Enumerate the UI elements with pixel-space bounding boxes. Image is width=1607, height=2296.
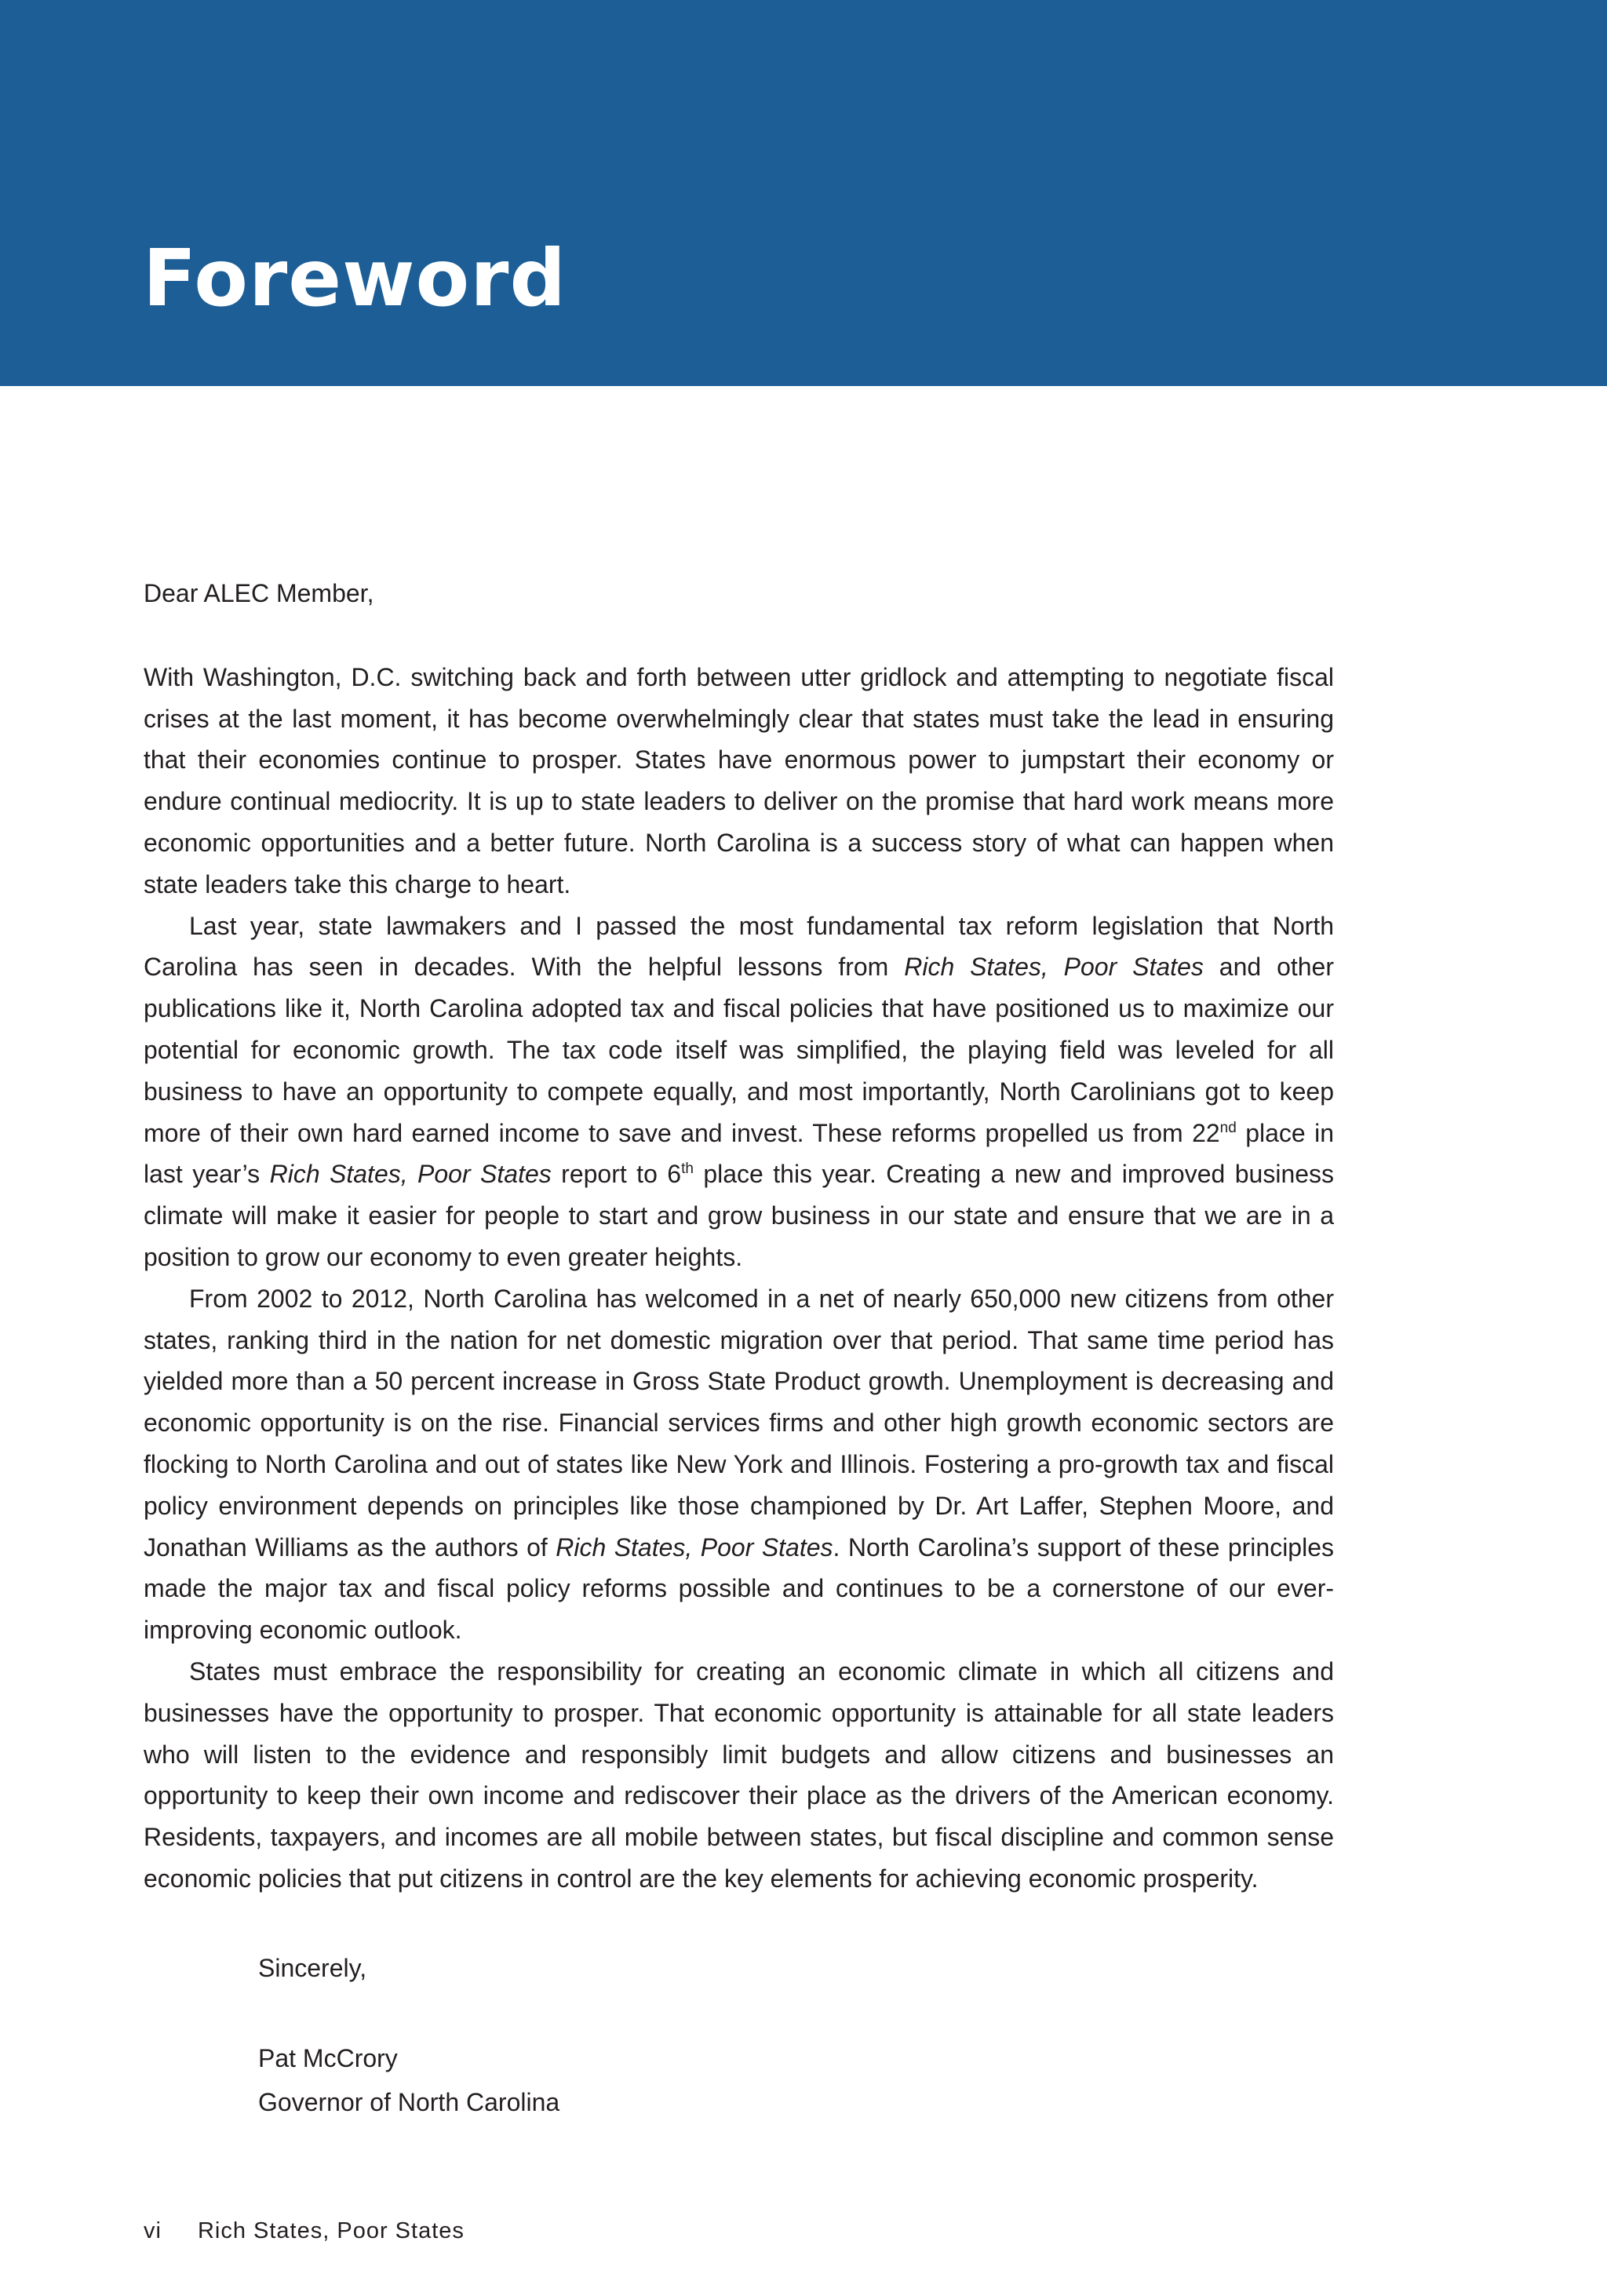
paragraph-2 xyxy=(144,906,1334,1278)
paragraph-2-text: place this year. Creating a new and improved business climate will make it easier for people to start and grow business in our state and ensure that we are in a position to grow our economy to even greater heights. xyxy=(144,1160,1335,1271)
paragraph-1: With Washington, D.C. switching back and forth between utter gridlock and attempting to negotiate fiscal crises at the last moment, it has become overwhelmingly clear that states must take the lead in ensuring that their economies continue to prosper. States have enormous power to jumpstart their economy or endure continual mediocrity. It is up to state leaders to deliver on the promise that hard work means more economic opportunities and a better future. North Carolina is a success story of what can happen when state leaders take this charge to heart. xyxy=(144,662,1334,898)
ordinal-suffix: th xyxy=(681,1161,694,1178)
letter-body xyxy=(144,573,1334,1900)
publication-title: Rich States, Poor States xyxy=(556,1532,833,1562)
signatory-title: Governor of North Carolina xyxy=(258,2088,560,2116)
publication-title: Rich States, Poor States xyxy=(904,953,1204,982)
signatory-name: Pat McCrory xyxy=(258,2044,398,2072)
closing-block xyxy=(258,1946,559,2124)
signature-space xyxy=(258,1990,559,2036)
paragraph-3 xyxy=(144,1278,1334,1651)
page-title: Foreword xyxy=(143,232,567,324)
paragraph-4: States must embrace the responsibility for creating an economic climate in which all citizens and businesses have the opportunity to prosper. That economic opportunity is attainable for all state leaders who will listen to the evidence and responsibly limit budgets and allow citizens and businesses an opportunity to keep their own income and rediscover their place as the drivers of the American economy. Residents, taxpayers, and incomes are all mobile between states, but fiscal discipline and common sense economic policies that put citizens in control are the key elements for achieving economic prosperity. xyxy=(144,1656,1334,1893)
paragraph-2-text: Last year, state lawmakers and I passed the most fundamental tax reform legislation that North Carolina has seen in decades. With the helpful lessons from xyxy=(144,911,1334,982)
page-number: vi xyxy=(144,2218,162,2243)
paragraph-2-text: report to 6 xyxy=(551,1160,682,1189)
paragraph-3-text: . North Carolina’s support of these principles made the major tax and fiscal policy reforms possible and continues to be a cornerstone of our ever-improving economic outlook. xyxy=(144,1532,1335,1645)
header-band xyxy=(0,0,1607,386)
paragraph-2-text: and other publications like it, North Carolina adopted tax and fiscal policies that have positioned us to maximize our potential for economic growth. The tax code itself was simplified, the playing field was leveled for all business to have an opportunity to compete equally, and most importantly, North Carolinians got to keep more of their own hard earned income to save and invest. These reforms propelled us from 22 xyxy=(144,953,1335,1147)
paragraph-2-text: place in last year’s xyxy=(144,1118,1335,1189)
salutation: Dear ALEC Member, xyxy=(144,579,374,607)
publication-title: Rich States, Poor States xyxy=(269,1160,552,1189)
page-footer xyxy=(144,2215,465,2247)
running-title: Rich States, Poor States xyxy=(197,2218,465,2243)
valediction: Sincerely, xyxy=(258,1954,367,1982)
paragraph-3-text: From 2002 to 2012, North Carolina has welcomed in a net of nearly 650,000 new citizens from other states, ranking third in the nation for net domestic migration over that period. That same time period has yielded more than a 50 percent increase in Gross State Product growth. Unemployment is decreasing and economic opportunity is on the rise. Financial services firms and other high growth economic sectors are flocking to North Carolina and out of states like New York and Illinois. Fostering a pro-growth tax and fiscal policy environment depends on principles like those championed by Dr. Art Laffer, Stephen Moore, and Jonathan Williams as the authors of xyxy=(144,1284,1334,1562)
ordinal-suffix: nd xyxy=(1219,1119,1237,1136)
